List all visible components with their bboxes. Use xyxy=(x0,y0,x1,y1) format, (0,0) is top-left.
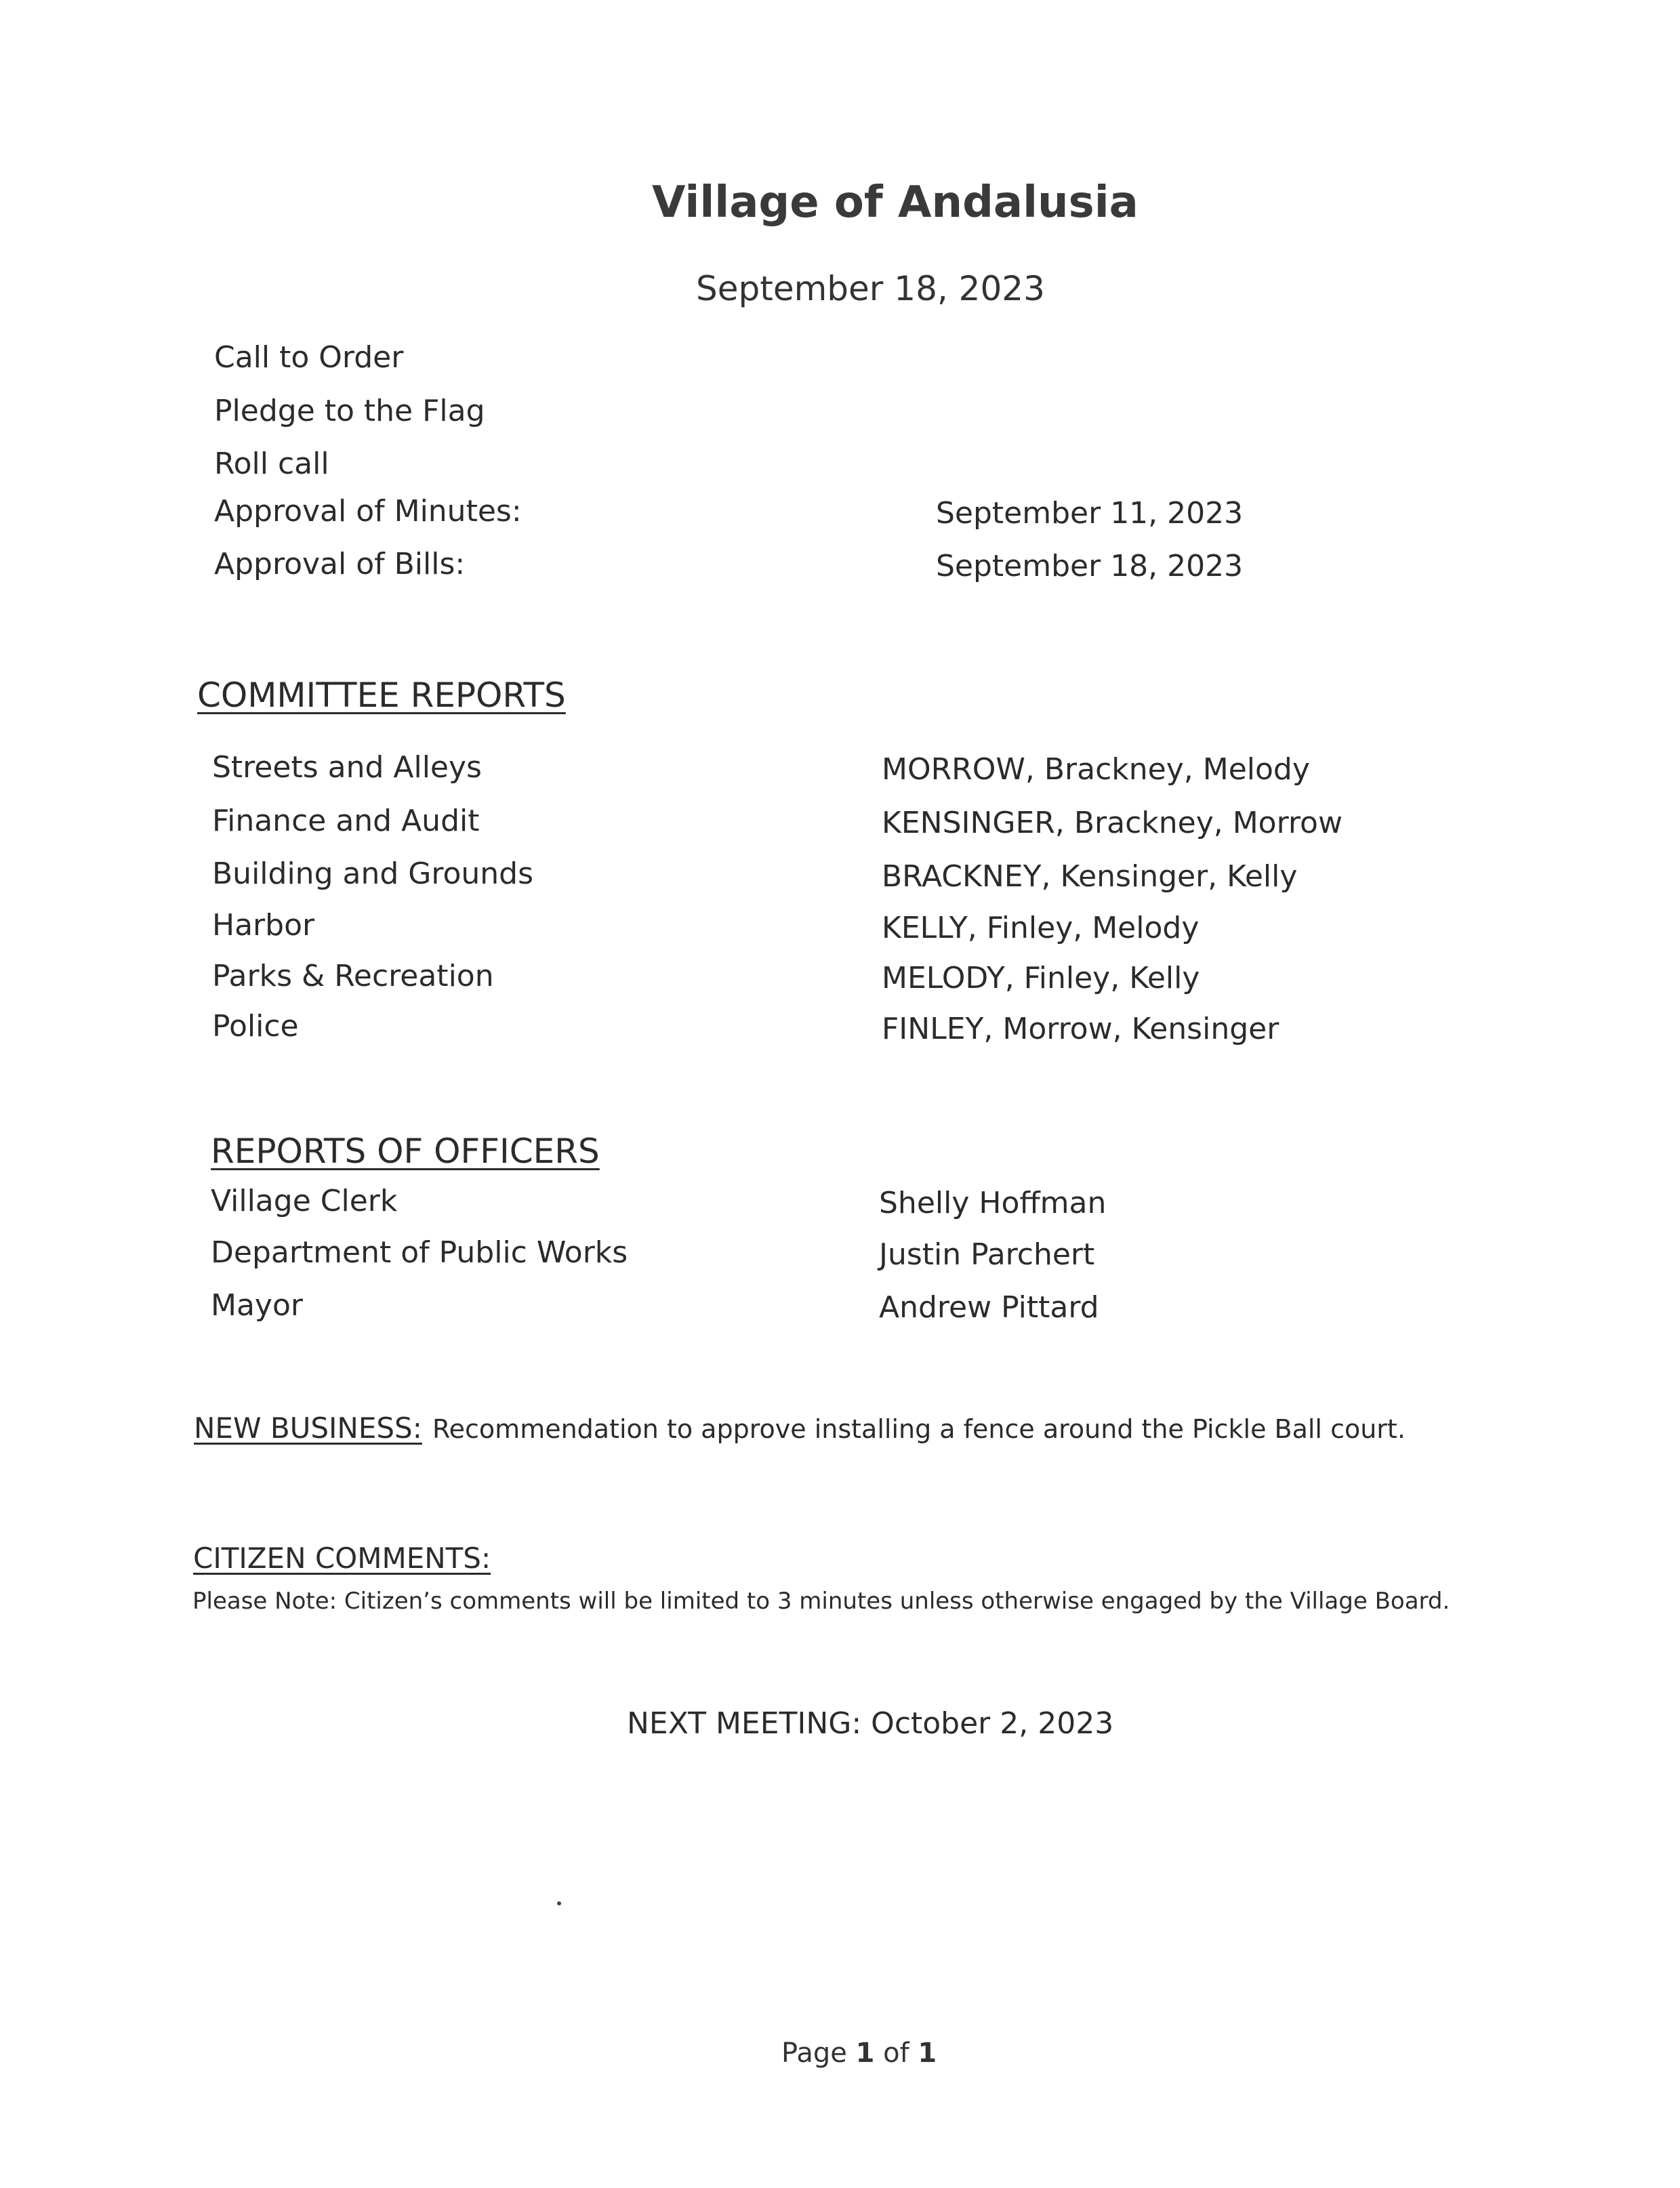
officer-title: Department of Public Works xyxy=(211,1235,628,1270)
committee-members: MORROW, Brackney, Melody xyxy=(882,752,1310,787)
meeting-date: September 18, 2023 xyxy=(696,269,1045,308)
officer-name: Andrew Pittard xyxy=(879,1290,1099,1325)
page-prefix: Page xyxy=(781,2038,847,2069)
new-business-line xyxy=(194,1411,1406,1445)
agenda-item-bills: Approval of Bills: xyxy=(214,547,466,581)
citizen-comments-note: Please Note: Citizen’s comments will be limited to 3 minutes unless otherwise engaged by the Village Board. xyxy=(192,1588,1450,1615)
agenda-item-call-to-order: Call to Order xyxy=(214,340,404,375)
committee-members: MELODY, Finley, Kelly xyxy=(882,961,1200,995)
page-number xyxy=(781,2038,937,2069)
new-business-heading: NEW BUSINESS: xyxy=(194,1411,422,1445)
committee-name: Harbor xyxy=(212,908,315,943)
committee-members: FINLEY, Morrow, Kensinger xyxy=(882,1012,1279,1046)
scan-speck xyxy=(557,1901,561,1905)
officer-title: Mayor xyxy=(211,1288,303,1323)
agenda-item-roll-call: Roll call xyxy=(214,447,329,481)
next-meeting: NEXT MEETING: October 2, 2023 xyxy=(627,1706,1114,1741)
committee-members: KELLY, Finley, Melody xyxy=(882,911,1200,945)
agenda-item-minutes-date: September 11, 2023 xyxy=(936,496,1244,531)
officer-name: Shelly Hoffman xyxy=(879,1186,1107,1220)
page-total: 1 xyxy=(918,2038,937,2069)
officer-name: Justin Parchert xyxy=(879,1237,1095,1272)
document-title: Village of Andalusia xyxy=(652,178,1139,228)
committee-name: Streets and Alleys xyxy=(212,750,482,785)
agenda-item-minutes: Approval of Minutes: xyxy=(214,494,522,529)
agenda-item-pledge: Pledge to the Flag xyxy=(214,394,485,428)
citizen-comments-heading: CITIZEN COMMENTS: xyxy=(193,1542,491,1575)
agenda-item-bills-date: September 18, 2023 xyxy=(936,549,1244,583)
committee-name: Finance and Audit xyxy=(212,804,480,838)
committee-members: BRACKNEY, Kensinger, Kelly xyxy=(882,859,1298,894)
page-of: of xyxy=(883,2038,909,2069)
committee-reports-heading: COMMITTEE REPORTS xyxy=(197,676,566,715)
committee-name: Police xyxy=(212,1009,299,1044)
committee-name: Parks & Recreation xyxy=(212,959,494,993)
officer-reports-heading: REPORTS OF OFFICERS xyxy=(211,1132,600,1171)
committee-name: Building and Grounds xyxy=(212,856,534,891)
page-current: 1 xyxy=(855,2038,875,2069)
committee-members: KENSINGER, Brackney, Morrow xyxy=(882,806,1343,840)
officer-title: Village Clerk xyxy=(211,1184,398,1218)
new-business-text: Recommendation to approve installing a fence around the Pickle Ball court. xyxy=(432,1414,1406,1444)
